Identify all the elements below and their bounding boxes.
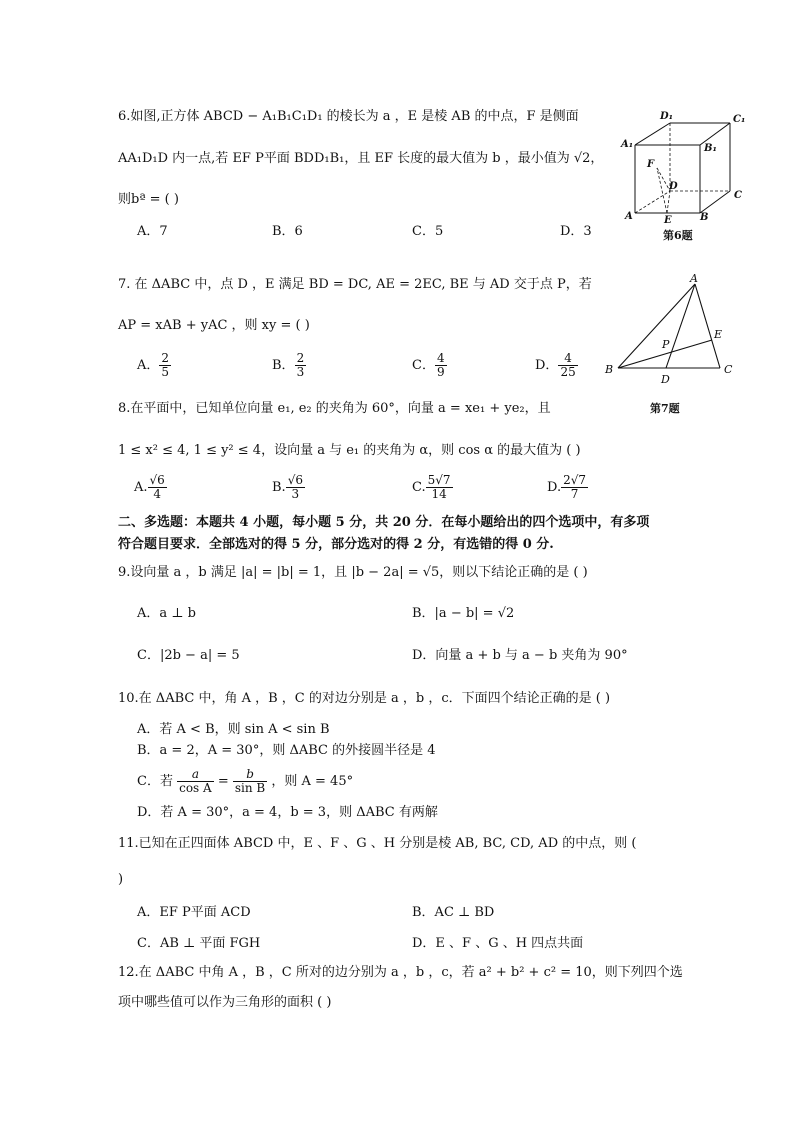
cube-figure <box>615 105 755 250</box>
q6-line1: 6.如图,正方体 ABCD − A₁B₁C₁D₁ 的棱长为 a ，E 是棱 AB 的中点，F 是侧面 <box>118 109 579 124</box>
label-a1: A₁ <box>621 139 634 150</box>
label-b1: B₁ <box>704 143 717 154</box>
section2-instructions-line1: 二、多选题：本题共 4 小题，每小题 5 分，共 20 分．在每小题给出的四个选项中，有多项 <box>118 515 650 530</box>
q9-option-d: D．向量 a + b 与 a − b 夹角为 90° <box>412 648 628 663</box>
label-c: C <box>724 363 733 376</box>
label-b: B <box>605 363 614 376</box>
q8-option-c: C. $\frac{5√7}{14}$ <box>412 473 451 502</box>
label-e: E <box>714 328 723 341</box>
q12-line1: 12.在 ΔABC 中角 A ，B ，C 所对的边分别为 a ，b ，c，若 a² + b² + c² = 10，则下列四个选 <box>118 965 683 980</box>
q7-option-c: C． $\frac{4}{9}$ <box>412 351 445 380</box>
q8-option-d: D. $\frac{2√7}{7}$ <box>547 473 587 502</box>
q11-option-c: C．AB ⊥ 平面 FGH <box>137 936 261 951</box>
q7-option-d: D． $\frac{4}{25}$ <box>535 351 576 380</box>
q6-line2: AA₁D₁D 内一点,若 EF P平面 BDD₁B₁，且 EF 长度的最大值为 b ，最小值为 √2， <box>118 151 604 166</box>
q11-line2: ) <box>118 872 124 887</box>
label-c1: C₁ <box>733 114 746 125</box>
section2-instructions-line2: 符合题目要求．全部选对的得 5 分，部分选对的得 2 分，有选错的得 0 分. <box>118 537 554 552</box>
q7-option-a: A． $\frac{2}{5}$ <box>137 351 170 380</box>
q11-option-a: A．EF P平面 ACD <box>137 905 251 920</box>
figure7-caption: 第7题 <box>650 402 680 415</box>
q7-option-b: B． $\frac{2}{3}$ <box>272 351 305 380</box>
q6-line3: 则bª = ( ) <box>118 192 179 207</box>
q9-option-a: A．a ⊥ b <box>137 606 196 621</box>
label-d: D <box>661 373 670 386</box>
q10-option-d: D．若 A = 30°，a = 4，b = 3，则 ΔABC 有两解 <box>137 805 438 820</box>
q11-option-b: B．AC ⊥ BD <box>412 905 495 920</box>
triangle-figure <box>600 272 750 420</box>
q8-line1: 8.在平面中，已知单位向量 e₁, e₂ 的夹角为 60°，向量 a = xe₁ + ye₂，且 <box>118 401 551 416</box>
label-b: B <box>700 212 709 223</box>
figure6-caption: 第6题 <box>663 229 693 242</box>
q6-option-b: B．6 <box>272 224 303 239</box>
q9-line1: 9.设向量 a ，b 满足 |a| = |b| = 1，且 |b − 2a| = √5，则以下结论正确的是 ( ) <box>118 565 588 580</box>
q7-line1: 7. 在 ΔABC 中，点 D ，E 满足 BD = DC, AE = 2EC, BE 与 AD 交于点 P，若 <box>118 277 592 292</box>
q8-line2: 1 ≤ x² ≤ 4, 1 ≤ y² ≤ 4，设向量 a 与 e₁ 的夹角为 α，则 cos α 的最大值为 ( ) <box>118 443 581 458</box>
label-a: A <box>625 211 633 222</box>
label-d: D <box>669 181 678 192</box>
label-c: C <box>734 190 742 201</box>
label-f: F <box>647 159 655 170</box>
q12-line2: 项中哪些值可以作为三角形的面积 ( ) <box>118 995 332 1010</box>
label-p: P <box>662 338 670 351</box>
q6-option-d: D．3 <box>560 224 592 239</box>
label-d1: D₁ <box>660 111 674 122</box>
q10-option-c: C．若 $\frac{a}{\text{cos A}}$ = $\frac{b}{\text{sin B}}$ ，则 A = 45° <box>137 767 354 796</box>
q11-option-d: D．E 、F 、G 、H 四点共面 <box>412 936 584 951</box>
q6-option-a: A．7 <box>137 224 168 239</box>
label-e: E <box>664 215 672 226</box>
label-a: A <box>690 272 698 285</box>
q10-option-b: B．a = 2，A = 30°，则 ΔABC 的外接圆半径是 4 <box>137 743 436 758</box>
q7-line2: AP = xAB + yAC ，则 xy = ( ) <box>118 318 310 333</box>
q8-option-b: B. $\frac{√6}{3}$ <box>272 473 303 502</box>
q9-option-c: C．|2b − a| = 5 <box>137 648 240 663</box>
q10-line1: 10.在 ΔABC 中，角 A ，B ，C 的对边分别是 a ，b ，c．下面四个结论正确的是 ( ) <box>118 691 611 706</box>
q9-option-b: B．|a − b| = √2 <box>412 606 515 621</box>
q8-option-a: A. $\frac{√6}{4}$ <box>134 473 165 502</box>
q11-line1: 11.已知在正四面体 ABCD 中，E 、F 、G 、H 分别是棱 AB, BC, CD, AD 的中点，则 ( <box>118 836 637 851</box>
q10-option-a: A．若 A < B，则 sin A < sin B <box>137 722 330 737</box>
q6-option-c: C．5 <box>412 224 444 239</box>
